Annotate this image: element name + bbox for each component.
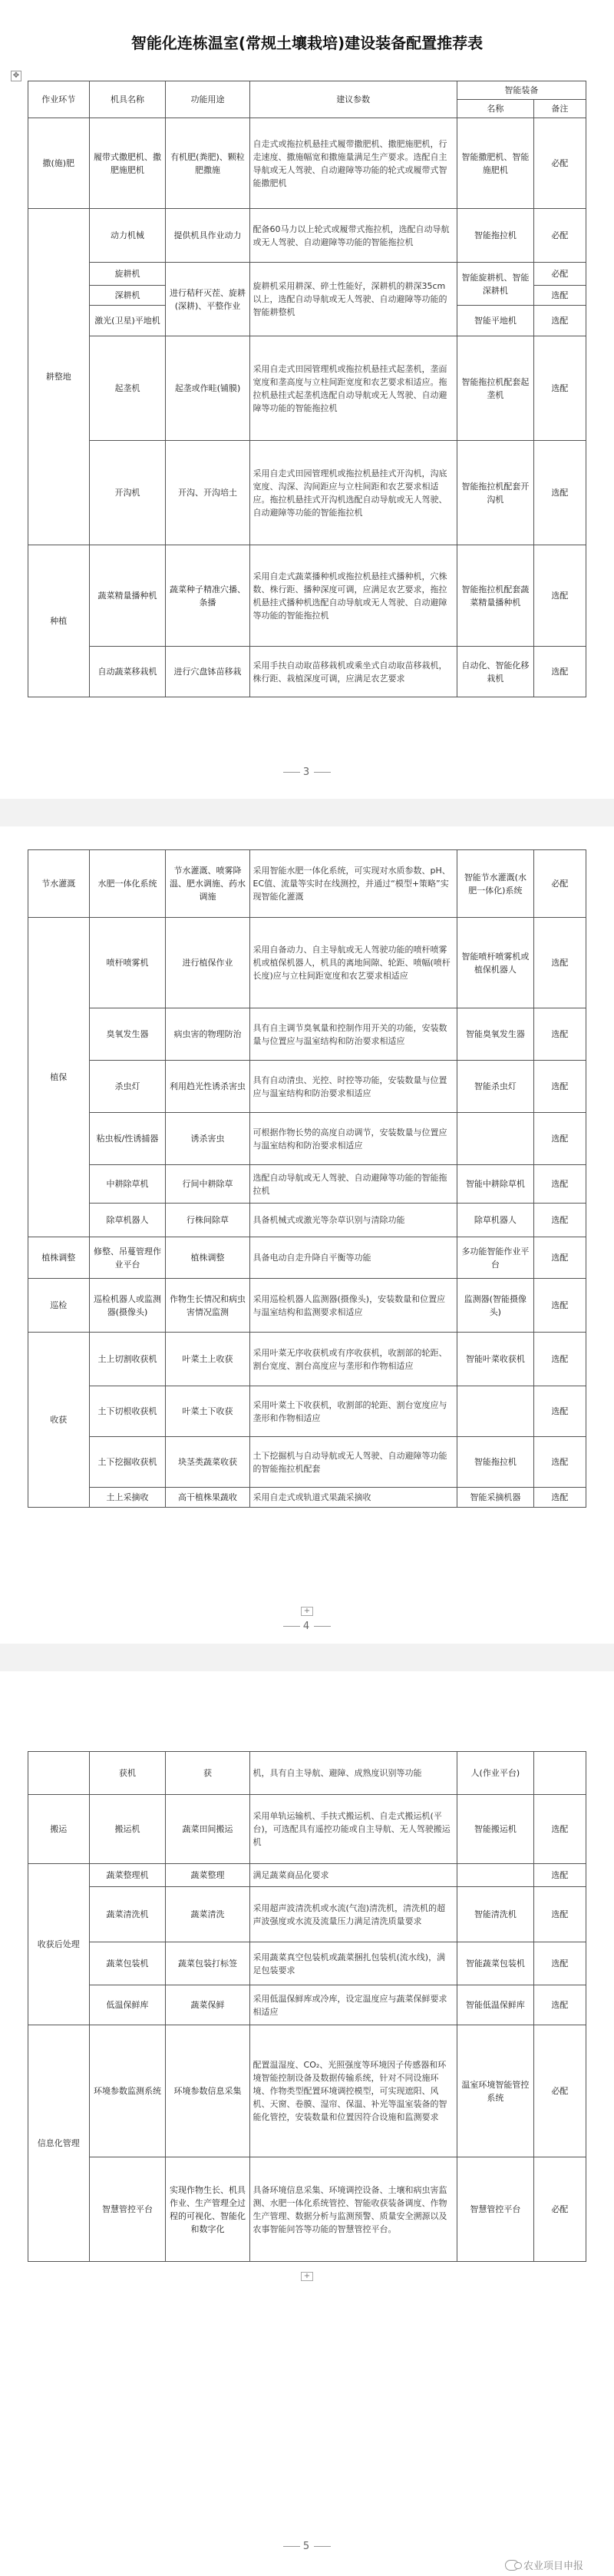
equipment-table-page-1	[28, 81, 586, 697]
cell-smart: 智能中耕除草机	[457, 1165, 533, 1204]
cell-stage: 巡检	[28, 1279, 90, 1333]
cell-use: 病虫害的物理防治	[166, 1008, 249, 1061]
cell-use: 块茎类蔬菜收获	[166, 1437, 249, 1488]
table-row	[28, 263, 586, 286]
table-row	[28, 118, 586, 209]
cell-smart: 多功能智能作业平台	[457, 1237, 533, 1279]
cell-params: 采用自走式田园管理机或拖拉机悬挂式起垄机，垄面宽度和垄高度与立柱间距宽度和农艺要求相适应。拖拉机悬挂式起垄机选配自动导航或无人驾驶、自动避障等功能的智能拖拉机	[249, 336, 457, 441]
page-gap	[0, 1644, 614, 1671]
cell-remark: 选配	[533, 441, 586, 545]
cell-machine: 低温保鲜库	[89, 1985, 166, 2025]
cell-stage: 收获	[28, 1333, 90, 1508]
cell-use: 环境参数信息采集	[166, 2025, 249, 2157]
cell-params: 采用叶菜土下收获机，收割部的轮距、割台宽度应与垄形和作物相适应	[249, 1386, 457, 1437]
cell-machine: 起垄机	[89, 336, 166, 441]
cell-remark: 选配	[533, 1061, 586, 1113]
add-row-icon[interactable]: +	[301, 2272, 313, 2281]
cell-smart: 温室环境智能管控系统	[457, 2025, 533, 2157]
cell-machine: 喷杆喷雾机	[89, 918, 166, 1008]
cell-remark: 选配	[533, 1008, 586, 1061]
cell-remark: 选配	[533, 1237, 586, 1279]
cell-use: 起垄或作畦(铺膜)	[166, 336, 249, 441]
header-remark: 备注	[533, 100, 586, 118]
cell-remark: 必配	[533, 118, 586, 209]
header-smart: 智能装备	[457, 81, 586, 100]
table-row	[28, 1437, 586, 1488]
cell-remark: 选配	[533, 1437, 586, 1488]
cell-remark: 必配	[533, 850, 586, 918]
header-machine: 机具名称	[89, 81, 166, 118]
cell-remark: 选配	[533, 1279, 586, 1333]
table-row	[28, 1386, 586, 1437]
table-move-handle-icon[interactable]: ✥	[11, 71, 21, 81]
cell-machine: 获机	[89, 1752, 166, 1795]
cell-params: 采用叶菜无序收获机或有序收获机，收割部的轮距、割台宽度、割台高度应与垄形和作物相适应	[249, 1333, 457, 1386]
cell-smart	[457, 1864, 533, 1887]
cell-machine: 修整、吊蔓管理作业平台	[89, 1237, 166, 1279]
cell-params: 具备机械式或激光等杂草识别与清除功能	[249, 1204, 457, 1237]
cell-params: 采用自备动力、自主导航或无人驾驶功能的喷杆喷雾机或植保机器人，机具的离地间隙、轮距、喷幅(喷杆长度)应与立柱间距宽度和农艺要求相适应	[249, 918, 457, 1008]
cell-params: 采用自走式田园管理机或拖拉机悬挂式开沟机，沟底宽度、沟深、沟间距应与立柱间距和农艺要求相适应。拖拉机悬挂式开沟机选配自动导航或无人驾驶、自动避障等功能的智能拖拉机	[249, 441, 457, 545]
document-page-1	[0, 0, 614, 799]
table-row	[28, 647, 586, 697]
cell-smart: 智能节水灌溉(水肥一体化)系统	[457, 850, 533, 918]
cell-machine: 除草机器人	[89, 1204, 166, 1237]
cell-remark: 选配	[533, 1985, 586, 2025]
cell-params: 采用超声波清洗机或水流(气泡)清洗机，清洗机的超声波强度或水流及流量压力满足清洗质量要求	[249, 1887, 457, 1942]
table-row	[28, 1985, 586, 2025]
cell-remark: 选配	[533, 1113, 586, 1165]
cell-smart: 智能杀虫灯	[457, 1061, 533, 1113]
cell-params: 满足蔬菜商品化要求	[249, 1864, 457, 1887]
table-row	[28, 1113, 586, 1165]
cell-stage: 种植	[28, 545, 90, 697]
cell-smart	[457, 1386, 533, 1437]
cell-params: 采用自走式蔬菜播种机或拖拉机悬挂式播种机，穴株数、株行距、播种深度可调，应满足农艺要求，拖拉机悬挂式播种机选配自动导航或无人驾驶、自动避障等功能的智能拖拉机	[249, 545, 457, 647]
page-gap	[0, 799, 614, 826]
cell-use: 节水灌溉、喷雾降温、肥水调施、药水调施	[166, 850, 249, 918]
cell-machine: 土下切根收获机	[89, 1386, 166, 1437]
cell-remark: 必配	[533, 2025, 586, 2157]
page-number: 5	[0, 2541, 614, 2552]
cell-remark: 选配	[533, 1333, 586, 1386]
cell-machine: 粘虫板/性诱捕器	[89, 1113, 166, 1165]
cell-stage	[28, 1752, 90, 1795]
cell-remark: 选配	[533, 1204, 586, 1237]
cell-machine: 环境参数监测系统	[89, 2025, 166, 2157]
cell-use: 行间中耕除草	[166, 1165, 249, 1204]
cell-machine: 土下挖掘收获机	[89, 1437, 166, 1488]
cell-use: 提供机具作业动力	[166, 209, 249, 263]
cell-smart: 智能蔬菜包装机	[457, 1942, 533, 1985]
cell-params: 选配自动导航或无人驾驶、自动避障等功能的智能拖拉机	[249, 1165, 457, 1204]
table-row	[28, 1237, 586, 1279]
cell-use: 作物生长情况和病虫害情况监测	[166, 1279, 249, 1333]
cell-machine: 中耕除草机	[89, 1165, 166, 1204]
cell-remark: 必配	[533, 2157, 586, 2262]
header-params: 建议参数	[249, 81, 457, 118]
cell-machine: 臭氧发生器	[89, 1008, 166, 1061]
cell-params: 采用单轨运输机、手扶式搬运机、自走式搬运机(平台)，可选配具有遥控功能或自主导航、无人驾驶搬运机	[249, 1795, 457, 1864]
page-number: 3	[0, 767, 614, 778]
cell-params: 配备60马力以上轮式或履带式拖拉机，选配自动导航或无人驾驶、自动避障等功能的智能拖拉机	[249, 209, 457, 263]
cell-machine: 智慧管控平台	[89, 2157, 166, 2262]
cell-machine: 深耕机	[89, 286, 166, 306]
cell-machine: 土上切割收获机	[89, 1333, 166, 1386]
cell-smart: 智能叶菜收获机	[457, 1333, 533, 1386]
cell-machine: 旋耕机	[89, 263, 166, 286]
cell-smart: 智能搬运机	[457, 1795, 533, 1864]
cell-stage: 耕整地	[28, 209, 90, 545]
cell-use: 诱杀害虫	[166, 1113, 249, 1165]
cell-params: 可根据作物长势的高度自动调节，安装数量与位置应与温室结构和防治要求相适应	[249, 1113, 457, 1165]
table-row	[28, 1061, 586, 1113]
cell-smart: 智慧管控平台	[457, 2157, 533, 2262]
cell-machine: 蔬菜清洗机	[89, 1887, 166, 1942]
cell-stage: 节水灌溉	[28, 850, 90, 918]
table-row	[28, 1752, 586, 1795]
cell-smart: 监测器(智能摄像头)	[457, 1279, 533, 1333]
cell-machine: 水肥一体化系统	[89, 850, 166, 918]
cell-params: 采用低温保鲜库或冷库，设定温度应与蔬菜保鲜要求相适应	[249, 1985, 457, 2025]
table-row	[28, 1333, 586, 1386]
cell-params: 旋耕机采用耕深、碎土性能好，深耕机的耕深35cm以上，选配自动导航或无人驾驶、自动避障等功能的智能耕整机	[249, 263, 457, 336]
cell-remark: 选配	[533, 1795, 586, 1864]
cell-stage: 搬运	[28, 1795, 90, 1864]
cell-smart: 智能喷杆喷雾机或植保机器人	[457, 918, 533, 1008]
cell-smart: 智能平地机	[457, 306, 533, 336]
cell-remark: 选配	[533, 1386, 586, 1437]
cell-stage: 植保	[28, 918, 90, 1237]
cell-remark: 必配	[533, 209, 586, 263]
cell-smart: 除草机器人	[457, 1204, 533, 1237]
cell-machine: 履带式撒肥机、撒肥施肥机	[89, 118, 166, 209]
cell-remark	[533, 1752, 586, 1795]
cell-machine: 蔬菜整理机	[89, 1864, 166, 1887]
table-row	[28, 441, 586, 545]
cell-machine: 搬运机	[89, 1795, 166, 1864]
equipment-table-page-3	[28, 1751, 586, 2262]
cell-params: 具有自主调节臭氧量和控制作用开关的功能，安装数量与位置应与温室结构和防治要求相适应	[249, 1008, 457, 1061]
cell-use: 获	[166, 1752, 249, 1795]
cell-params: 具备环境信息采集、环境调控设备、土壤和病虫害监测、水肥一体化系统管控、智能收获装备调度、作物生产管理、数据分析与监测预警、质量安全溯源以及农事智能问答等功能的智慧管控平台。	[249, 2157, 457, 2262]
cell-use: 蔬菜保鲜	[166, 1985, 249, 2025]
cell-remark: 选配	[533, 1864, 586, 1887]
header-smart-name: 名称	[457, 100, 533, 118]
header-stage: 作业环节	[28, 81, 90, 118]
table-row	[28, 2025, 586, 2157]
cell-machine: 蔬菜精量播种机	[89, 545, 166, 647]
cell-remark: 选配	[533, 286, 586, 306]
cell-remark: 选配	[533, 1488, 586, 1508]
table-header-row	[28, 81, 586, 100]
cell-remark: 选配	[533, 336, 586, 441]
equipment-table-page-2	[28, 849, 586, 1508]
cell-smart: 人(作业平台)	[457, 1752, 533, 1795]
cell-stage: 收获后处理	[28, 1864, 90, 2025]
cell-use: 行株间除草	[166, 1204, 249, 1237]
cell-use: 高干植株果蔬收	[166, 1488, 249, 1508]
header-use: 功能用途	[166, 81, 249, 118]
cell-params: 土下挖掘机与自动导航或无人驾驶、自动避障等功能的智能拖拉机配套	[249, 1437, 457, 1488]
cell-params: 配置温湿度、CO₂、光照强度等环境因子传感器和环境智能控制设备及数据传输系统，针对不同设施环境、作物类型配置环境调控模型，可实现遮阳、风机、天窗、卷膜、湿帘、保温、补光等温室装备的智能化管控，安装数量和位置因符合设施和监测要求	[249, 2025, 457, 2157]
cell-machine: 激光(卫星)平地机	[89, 306, 166, 336]
table-row	[28, 1008, 586, 1061]
cell-remark: 选配	[533, 545, 586, 647]
cell-smart: 智能采摘机器	[457, 1488, 533, 1508]
cell-stage: 植株调整	[28, 1237, 90, 1279]
table-row	[28, 1795, 586, 1864]
watermark-text: 农业项目申报	[523, 2561, 583, 2572]
cell-use: 进行穴盘钵苗移栽	[166, 647, 249, 697]
table-row	[28, 850, 586, 918]
cell-machine: 动力机械	[89, 209, 166, 263]
wechat-icon	[505, 2560, 519, 2571]
cell-machine: 自动蔬菜移栽机	[89, 647, 166, 697]
table-row	[28, 1165, 586, 1204]
cell-machine: 开沟机	[89, 441, 166, 545]
cell-remark: 选配	[533, 1887, 586, 1942]
cell-use: 进行秸秆灭茬、旋耕(深耕)、平整作业	[166, 263, 249, 336]
cell-smart	[457, 1113, 533, 1165]
cell-remark: 选配	[533, 1942, 586, 1985]
add-row-icon[interactable]: +	[301, 1607, 313, 1616]
cell-use: 叶菜土下收获	[166, 1386, 249, 1437]
cell-params: 具备电动自走升降自平衡等功能	[249, 1237, 457, 1279]
cell-smart: 智能拖拉机配套蔬菜精量播种机	[457, 545, 533, 647]
cell-use: 叶菜土上收获	[166, 1333, 249, 1386]
cell-machine: 土上采摘收	[89, 1488, 166, 1508]
table-row	[28, 1864, 586, 1887]
cell-use: 利用趋光性诱杀害虫	[166, 1061, 249, 1113]
cell-remark: 选配	[533, 306, 586, 336]
cell-params: 具有自动清虫、光控、时控等功能，安装数量与位置应与温室结构和防治要求相适应	[249, 1061, 457, 1113]
table-row	[28, 918, 586, 1008]
cell-remark: 选配	[533, 647, 586, 697]
table-row	[28, 1279, 586, 1333]
table-row	[28, 2157, 586, 2262]
table-row	[28, 209, 586, 263]
cell-smart: 智能拖拉机配套起垄机	[457, 336, 533, 441]
cell-remark: 选配	[533, 918, 586, 1008]
cell-smart: 智能臭氧发生器	[457, 1008, 533, 1061]
cell-use: 实现作物生长、机具作业、生产管理全过程的可视化、智能化和数字化	[166, 2157, 249, 2262]
cell-smart: 智能拖拉机配套开沟机	[457, 441, 533, 545]
table-row	[28, 1488, 586, 1508]
cell-stage: 撒(施)肥	[28, 118, 90, 209]
cell-params: 自走式或拖拉机悬挂式履带撒肥机、撒肥施肥机，行走速度、撒施幅宽和撒施量满足生产要求。选配自主导航或无人驾驶、自动避障等功能的轮式或履带式智能撒肥机	[249, 118, 457, 209]
cell-use: 蔬菜包装打标签	[166, 1942, 249, 1985]
cell-use: 植株调整	[166, 1237, 249, 1279]
cell-use: 进行植保作业	[166, 918, 249, 1008]
cell-params: 采用自走式或轨道式果蔬采摘收	[249, 1488, 457, 1508]
page-number: 4	[0, 1621, 614, 1632]
table-row	[28, 1942, 586, 1985]
cell-smart: 智能拖拉机	[457, 209, 533, 263]
document-page-3	[0, 1644, 614, 2576]
watermark	[505, 2558, 583, 2572]
cell-use: 开沟、开沟培土	[166, 441, 249, 545]
cell-machine: 杀虫灯	[89, 1061, 166, 1113]
table-row	[28, 1204, 586, 1237]
document-title: 智能化连栋温室(常规土壤栽培)建设装备配置推荐表	[130, 34, 484, 52]
cell-params: 机，具有自主导航、避障、成熟度识别等功能	[249, 1752, 457, 1795]
table-row	[28, 336, 586, 441]
table-row	[28, 1887, 586, 1942]
cell-machine: 巡检机器人或监测器(摄像头)	[89, 1279, 166, 1333]
cell-smart: 自动化、智能化移栽机	[457, 647, 533, 697]
cell-use: 蔬菜整理	[166, 1864, 249, 1887]
cell-machine: 蔬菜包装机	[89, 1942, 166, 1985]
cell-remark: 必配	[533, 263, 586, 286]
cell-params: 采用手扶自动取苗移栽机或乘坐式自动取苗移栽机，株行距、栽植深度可调，应满足农艺要求	[249, 647, 457, 697]
cell-smart: 智能拖拉机	[457, 1437, 533, 1488]
cell-params: 采用智能水肥一体化系统，可实现对水质参数、pH、EC值、流量等实时在线测控，并通过“模型+策略”实现智能化灌溉	[249, 850, 457, 918]
table-row	[28, 545, 586, 647]
cell-use: 蔬菜田间搬运	[166, 1795, 249, 1864]
cell-smart: 智能旋耕机、智能深耕机	[457, 263, 533, 306]
cell-use: 有机肥(粪肥)、颗粒肥撒施	[166, 118, 249, 209]
document-page-2	[0, 799, 614, 1644]
cell-use: 蔬菜清洗	[166, 1887, 249, 1942]
cell-smart: 智能撒肥机、智能施肥机	[457, 118, 533, 209]
cell-use: 蔬菜种子精准穴播、条播	[166, 545, 249, 647]
cell-params: 采用巡检机器人监测器(摄像头)，安装数量和位置应与温室结构和监测要求相适应	[249, 1279, 457, 1333]
cell-smart: 智能清洗机	[457, 1887, 533, 1942]
cell-stage: 信息化管理	[28, 2025, 90, 2262]
cell-params: 采用蔬菜真空包装机或蔬菜捆扎包装机(流水线)，满足包装要求	[249, 1942, 457, 1985]
cell-smart: 智能低温保鲜库	[457, 1985, 533, 2025]
cell-remark: 选配	[533, 1165, 586, 1204]
